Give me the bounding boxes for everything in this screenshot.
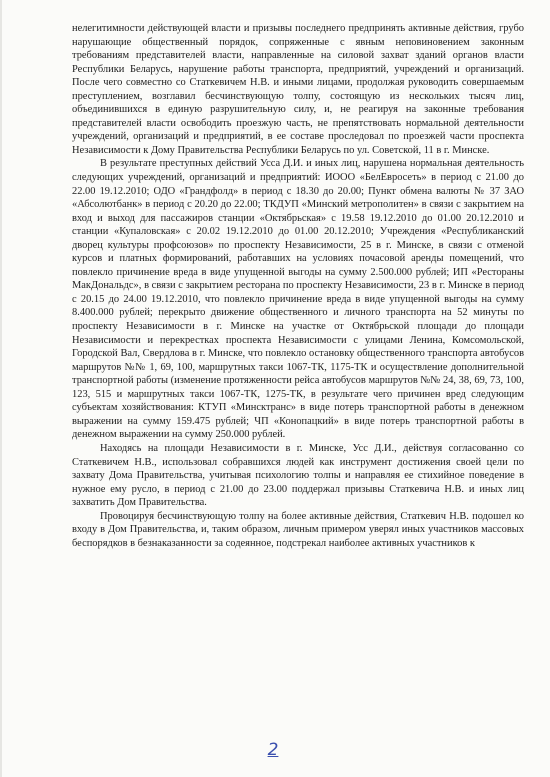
scan-edge [0,0,2,777]
page-number: 2 [267,740,279,760]
paragraph-consequences: В результате преступных действий Усса Д.И. и иных лиц, нарушена нормальная деятельность следующих учреждений, организаций и предприятий: ИООО «БелЕвросеть» в период с 21.00 до 22.00 19.12.2010; ОДО «Грандфолд» в период с 18.30 до 20.00; Пункт обмена валюты № 37 ЗАО «Абсолютбанк» в период с 20.20 до 22.00; ТКДУП «Минский метрополитен» в связи с закрытием на вход и выход для пассажиров станции «Октябрьская» с 19.58 19.12.2010 до 01.00 20.12.2010 и станции «Купаловская» с 20.02 19.12.2010 до 01.00 20.12.2010; Учреждения «Республиканский дворец культуры профсоюзов» по проспекту Независимости, 25 в г. Минске, в связи с отменой курсов и платных формирований, работавших на условиях почасовой аренды помещений, что повлекло причинение вреда в виде упущенной выгоды на сумму 2.500.000 рублей; ИП «Рестораны МакДональдс», в связи с закрытием ресторана по проспекту Независимости, 23 в г. Минске в период с 20.15 до 24.00 19.12.2010, что повлекло причинение вреда в виде упущенной выгоды на сумму 8.400.000 рублей; перекрыто движение общественного и личного транспорта на 52 минуты по проспекту Независимости в г. Минске на участке от Октябрьской площади до площади Независимости и перекрестках проспекта Независимости с улицами Ленина, Комсомольской, Городской Вал, Свердлова в г. Минске, что повлекло остановку общественного транспорта автобусов маршрутов №№ 1, 69, 100, маршрутных такси 1067-ТК, 1175-ТК и осуществление дополнительной транспортной работы (изменение протяженности рейса автобусов маршрутов №№ 24, 38, 69, 73, 100, 123, 515 и маршрутных такси 1067-ТК, 1275-ТК, в результате чего причинен вред следующим субъектам хозяйствования: КТУП «Минсктранс» в виде потерь транспортной работы в денежном выражении на сумму 159.475 рублей; ЧП «Конопацкий» в виде потерь транспортной работы в денежном выражении на сумму 250.000 рублей. [72,158,524,441]
paragraph-provocation: Провоцируя бесчинствующую толпу на более активные действия, Статкевич Н.В. подошел ко входу в Дом Правительства, и, таким образом, личным примером уверял иных участников массовых беспорядков в безнаказанности за содеянное, подстрекал наиболее активных участников к [72,510,524,549]
paragraph-square: Находясь на площади Независимости в г. Минске, Усс Д.И., действуя согласованно со Статкевичем Н.В., использовал собравшихся людей как инструмент достижения своей цели по захвату Дома Правительства, учитывая психологию толпы и направляя ее стихийное поведение в нужное ему русло, в период с 21.00 до 23.00 поддержал призывы Статкевича Н.В. и иных лиц захватить Дом Правительства. [72,442,524,509]
paragraph-continuation: нелегитимности действующей власти и призывы последнего предпринять активные действия, грубо нарушающие общественный порядок, сопряженные с явным неповиновением законным требованиям представителей власти, направленные на силовой захват зданий органов власти Республики Беларусь, нарушение работы транспорта, предприятий, учреждений и организаций. После чего совместно со Статкевичем Н.В. и иными лицами, продолжая руководить совершаемым преступлением, возглавил бесчинствующую толпу, состоящую из нескольких тысяч лиц, объединившихся в единую разрушительную силу, и, не реагируя на законные требования представителей власти освободить проезжую часть, не препятствовать нормальной деятельности учреждений, организаций и предприятий, в ее составе проследовал по проезжей части проспекта Независимости к Дому Правительства Республики Беларусь по ул. Советской, 11 в г. Минске. [72,23,524,156]
